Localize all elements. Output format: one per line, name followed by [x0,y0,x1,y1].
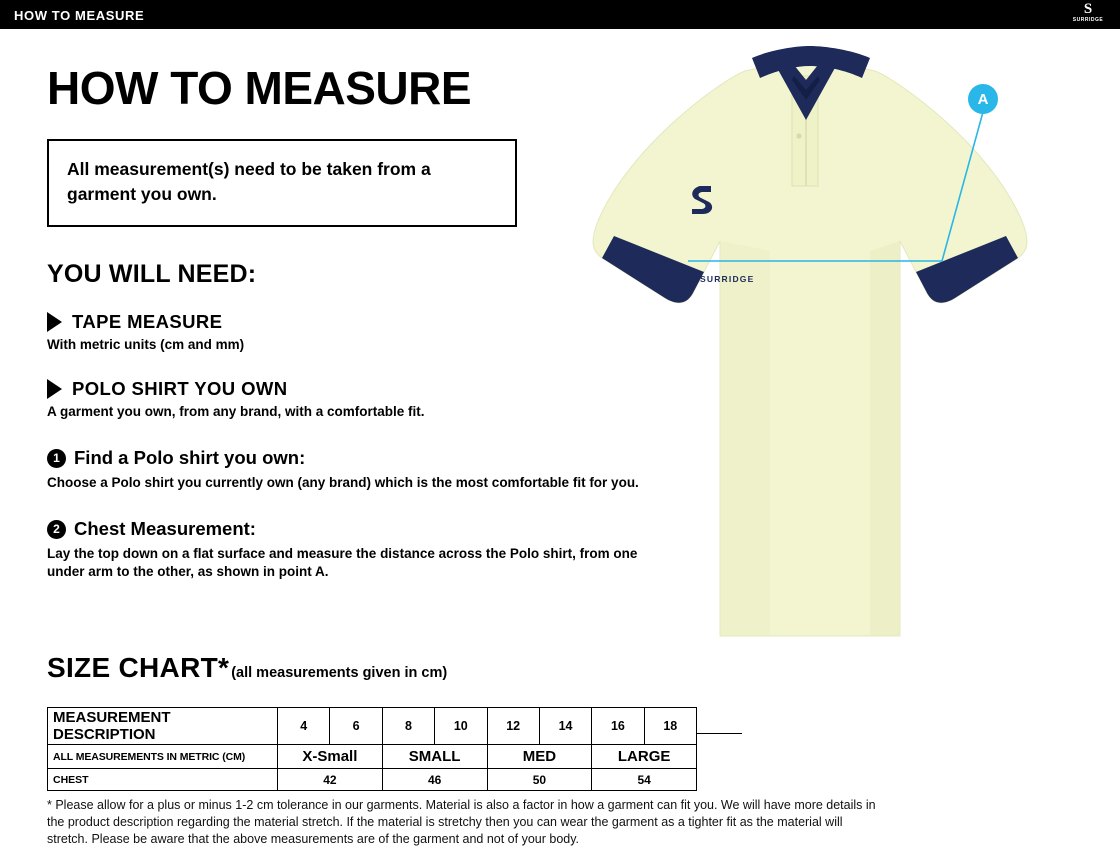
notice-box [47,139,517,227]
logo-mark: S [1083,1,1093,17]
size-chart-heading [47,652,447,684]
table-row-chest [48,769,697,791]
cell-chest-label: CHEST [48,769,278,791]
footnote-text: * Please allow for a plus or minus 1-2 cm tolerance in our garments. Material is also a factor in how a garment can fit you. We will have more details in the product description regarding the material stretch. If the material is stretchy then you can wear the garment as a tighter fit as the material will stretch. Please be aware that the above measurements are of the garment and not of your body. [47,798,876,846]
you-will-need-heading: YOU WILL NEED: [47,260,257,288]
cell-size-number: 4 [278,708,330,745]
triangle-bullet-icon [47,379,62,399]
top-bar [0,0,1120,29]
need-item-sub: With metric units (cm and mm) [47,337,245,352]
cell-all-measurements-label: ALL MEASUREMENTS IN METRIC (CM) [48,745,278,769]
cell-chest-value: 54 [592,769,697,791]
step-label: Chest Measurement: [74,518,256,539]
need-item-label: POLO SHIRT YOU OWN [72,378,288,399]
step-number-badge: 2 [47,520,66,539]
cell-size-number: 6 [330,708,382,745]
cell-size-number: 14 [539,708,591,745]
surridge-logo [1070,2,1106,27]
cell-size-name: MED [487,745,592,769]
size-chart-table [47,707,697,791]
cell-chest-value: 50 [487,769,592,791]
logo-wordmark: SURRIDGE [1072,17,1104,23]
cell-size-number: 18 [644,708,696,745]
step-number-badge: 1 [47,449,66,468]
cell-size-name: X-Small [278,745,383,769]
cell-chest-value: 46 [382,769,487,791]
size-chart-note: (all measurements given in cm) [231,665,448,681]
table-rule-extension [697,733,742,734]
notice-text: All measurement(s) need to be taken from a garment you own. [67,159,431,204]
table-row-sizes [48,708,697,745]
triangle-bullet-icon [47,312,62,332]
top-bar-title: HOW TO MEASURE [14,8,145,23]
need-item-tape-measure [47,311,647,352]
cell-size-name: SMALL [382,745,487,769]
shirt-brand-text: SURRIDGE [700,274,755,284]
step-chest-measurement [47,518,647,581]
size-chart-title: SIZE CHART* [47,652,230,683]
need-item-sub: A garment you own, from any brand, with a comfortable fit. [47,404,425,419]
need-item-polo-shirt [47,378,647,419]
cell-size-number: 12 [487,708,539,745]
polo-shirt-graphic [570,36,1110,646]
need-item-label: TAPE MEASURE [72,311,223,332]
step-find-polo-shirt [47,447,647,492]
page-title: HOW TO MEASURE [47,62,472,114]
instructions-column [47,45,647,581]
callout-badge-a: A [968,84,998,114]
cell-size-number: 10 [435,708,487,745]
cell-size-name: LARGE [592,745,697,769]
cell-size-number: 8 [382,708,434,745]
step-body: Lay the top down on a flat surface and measure the distance across the Polo shirt, from one under arm to the other, as shown in point A. [47,546,638,579]
cell-size-number: 16 [592,708,644,745]
step-body: Choose a Polo shirt you currently own (any brand) which is the most comfortable fit for you. [47,475,639,490]
cell-chest-value: 42 [278,769,383,791]
cell-measurement-description: MEASUREMENT DESCRIPTION [48,708,278,745]
step-label: Find a Polo shirt you own: [74,447,306,468]
table-row-size-names [48,745,697,769]
polo-shirt-illustration [570,36,1110,646]
